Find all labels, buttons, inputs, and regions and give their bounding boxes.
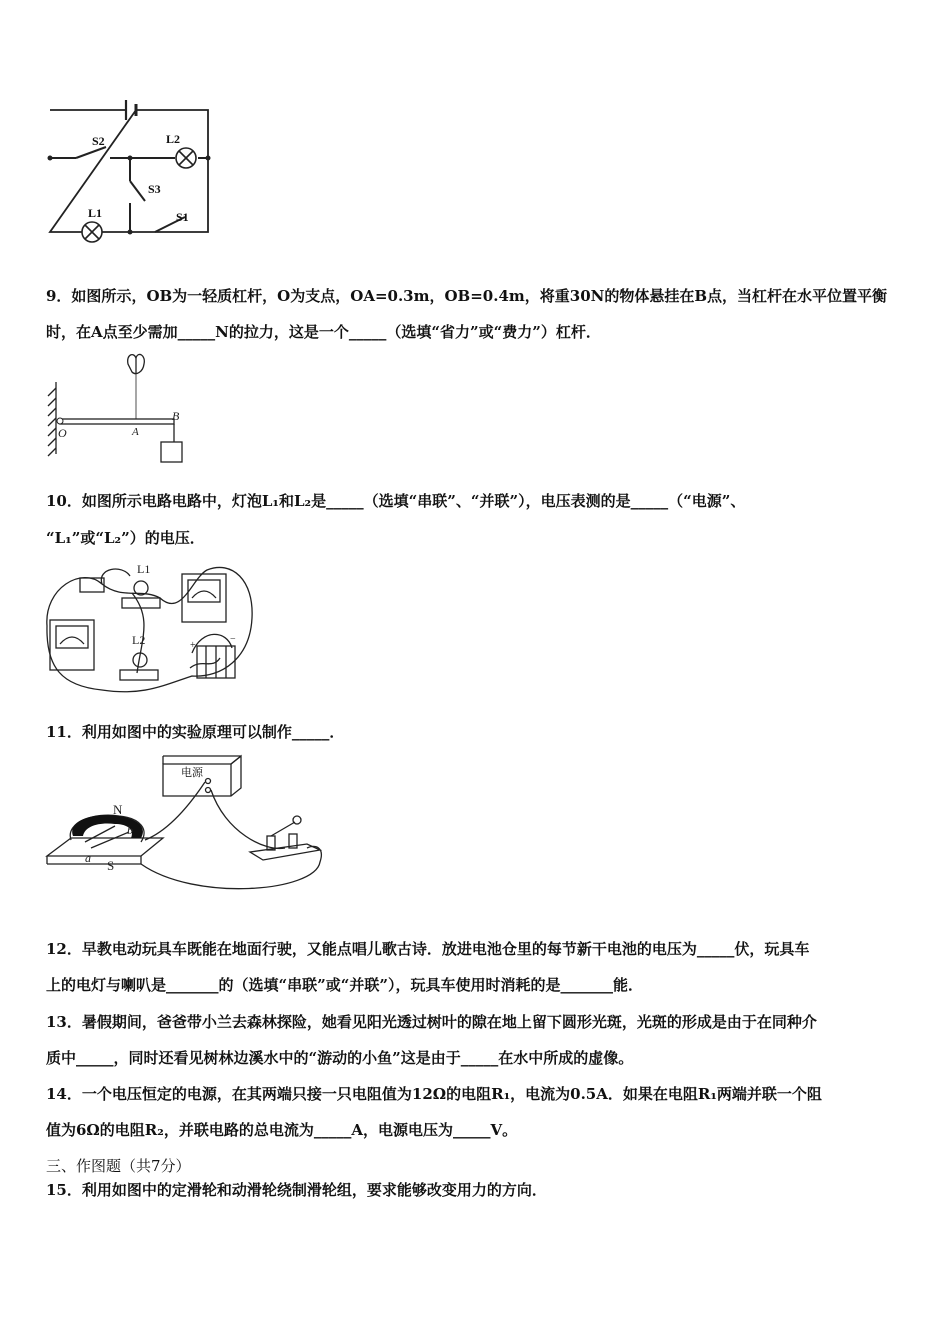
label-l2: L2	[132, 633, 146, 647]
label-plus: +	[190, 640, 196, 651]
label-l1: L1	[88, 206, 103, 220]
label-s3: S3	[148, 182, 161, 196]
label-s: S	[107, 858, 115, 873]
question-13-line-2: 质中_____，同时还看见树林边溪水中的“游动的小鱼”这是由于_____在水中所成的虚像。	[46, 1049, 634, 1067]
question-14-line-1: 14．一个电压恒定的电源，在其两端只接一只电阻值为12Ω的电阻R₁，电流为0.5A．如果在电阻R₁两端并联一个阻	[46, 1085, 822, 1103]
question-10-line-1: 10．如图所示电路电路中，灯泡L₁和L₂是_____（选填“串联”、“并联”），电压表测的是_____（“电源”、	[46, 492, 746, 510]
label-s2: S2	[92, 134, 105, 148]
label-minus: −	[230, 634, 236, 645]
label-s1: S1	[176, 210, 189, 224]
question-13-line-1: 13．暑假期间，爸爸带小兰去森林探险，她看见阳光透过树叶的隙在地上留下圆形光斑，光斑的形成是由于在同种介	[46, 1013, 817, 1031]
circuit-diagram-q8	[40, 95, 220, 245]
label-o: O	[58, 426, 67, 440]
question-9-line-2: 时，在A点至少需加_____N的拉力，这是一个_____（选填“省力”或“费力”）杠杆．	[46, 323, 601, 341]
question-14-line-2: 值为6Ω的电阻R₂，并联电路的总电流为_____A，电源电压为_____V。	[46, 1121, 518, 1139]
question-12-line-1: 12．早教电动玩具车既能在地面行驶，又能点唱儿歌古诗．放进电池仓里的每节新干电池的电压为_____伏，玩具车	[46, 940, 810, 958]
lever-diagram-q9	[40, 352, 190, 467]
experiment-diagram-q11	[45, 752, 340, 912]
label-n: N	[113, 802, 123, 817]
question-12-line-2: 上的电灯与喇叭是_______的（选填“串联”或“并联”），玩具车使用时消耗的是_______能．	[46, 976, 644, 994]
question-11-line-1: 11．利用如图中的实验原理可以制作_____．	[46, 723, 345, 741]
section-3-heading: 三、作图题（共7分）	[46, 1157, 191, 1175]
circuit-photo-q10	[42, 558, 267, 698]
power-supply-label: 电源	[181, 767, 203, 779]
label-b: B	[172, 409, 180, 423]
question-9-line-1: 9．如图所示，OB为一轻质杠杆，O为支点，OA=0.3m，OB=0.4m，将重30N的物体悬挂在B点，当杠杆在水平位置平衡	[46, 287, 888, 305]
label-l2: L2	[166, 132, 181, 146]
label-b: b	[127, 823, 133, 837]
label-a: a	[85, 851, 91, 865]
question-15-line-1: 15．利用如图中的定滑轮和动滑轮绕制滑轮组，要求能够改变用力的方向．	[46, 1181, 547, 1199]
label-l1: L1	[137, 562, 151, 576]
question-10-line-2: “L₁”或“L₂”）的电压．	[46, 529, 205, 547]
label-a: A	[132, 426, 139, 438]
